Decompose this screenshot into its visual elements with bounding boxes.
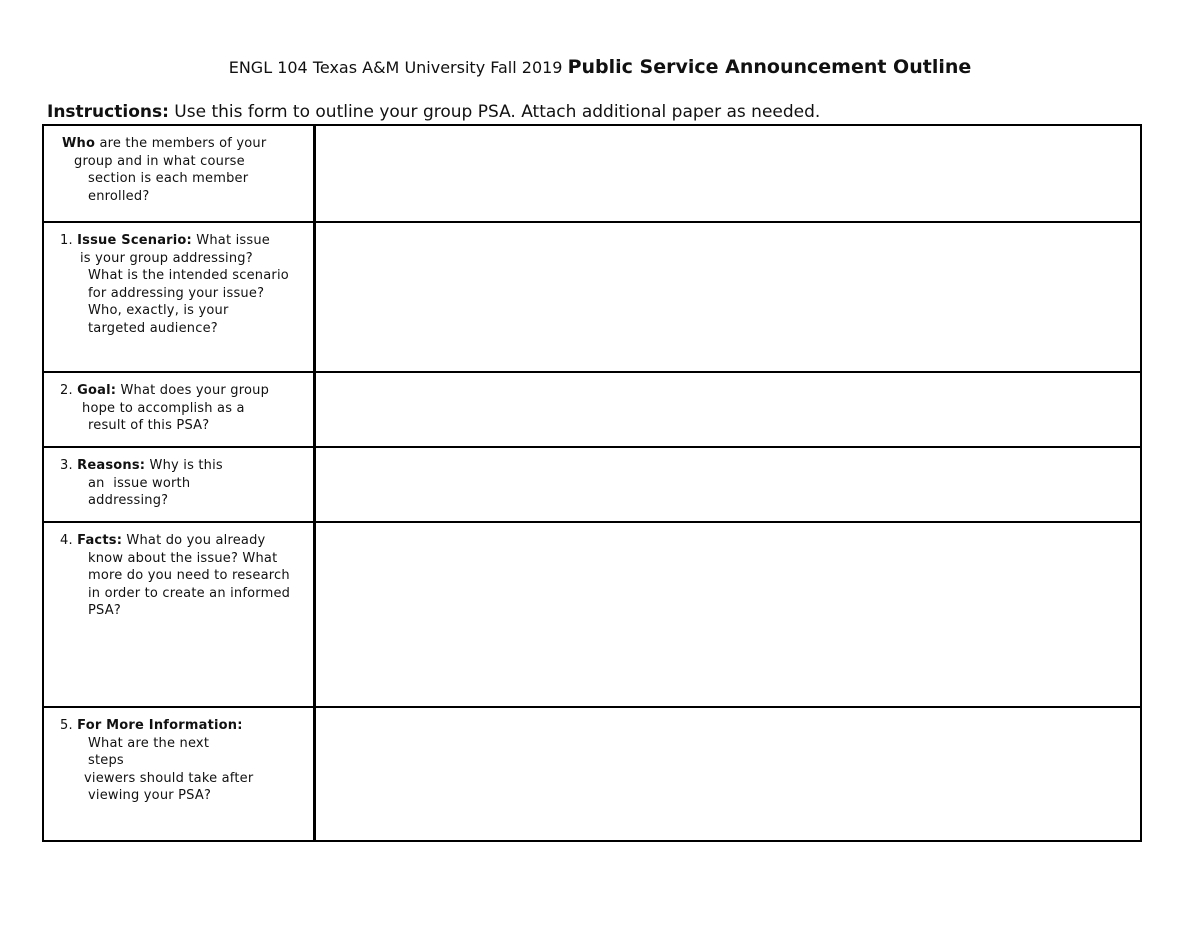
prompt-heading: Who — [62, 136, 96, 151]
prompt-cell-reasons — [44, 448, 316, 521]
psa-outline-table — [42, 124, 1142, 842]
prompt-line: is your group addressing? — [80, 250, 253, 266]
prompt-number: 1. — [60, 233, 78, 248]
prompt-line: section is each member — [88, 171, 249, 187]
prompt-number: 3. — [60, 458, 78, 473]
prompt-line: an issue worth — [88, 475, 191, 491]
prompt-line: What issue — [191, 233, 270, 248]
answer-cell-goal[interactable] — [316, 373, 1140, 446]
prompt-line: Why is this — [145, 458, 223, 473]
prompt-line: addressing? — [88, 493, 169, 509]
table-row-reasons — [44, 446, 1140, 521]
prompt-cell-goal — [44, 373, 316, 446]
prompt-line: for addressing your issue? — [88, 285, 265, 301]
answer-cell-issue-scenario[interactable] — [316, 223, 1140, 371]
prompt-line: What are the next — [88, 735, 210, 751]
answer-cell-reasons[interactable] — [316, 448, 1140, 521]
prompt-heading: Issue Scenario: — [77, 233, 192, 248]
prompt-cell-more-info — [44, 708, 316, 840]
prompt-line: group and in what course — [74, 153, 245, 169]
prompt-line: viewers should take after — [84, 770, 254, 786]
prompt-line: targeted audience? — [88, 320, 218, 336]
instructions — [47, 102, 820, 122]
prompt-heading: Facts: — [77, 533, 123, 548]
prompt-number: 4. — [60, 533, 78, 548]
outline-title: Public Service Announcement Outline — [567, 56, 972, 78]
answer-cell-members[interactable] — [316, 126, 1140, 221]
table-row-facts — [44, 521, 1140, 706]
prompt-line: result of this PSA? — [88, 418, 210, 434]
prompt-line: enrolled? — [88, 188, 150, 204]
prompt-number: 5. — [60, 718, 78, 733]
prompt-line: more do you need to research — [88, 568, 290, 584]
table-row-more-info — [44, 706, 1140, 840]
prompt-heading: Reasons: — [77, 458, 146, 473]
course-line: ENGL 104 Texas A&M University Fall 2019 — [228, 58, 563, 77]
document-title — [0, 56, 1200, 78]
answer-cell-more-info[interactable] — [316, 708, 1140, 840]
prompt-line: What does your group — [116, 383, 270, 398]
prompt-line: PSA? — [88, 603, 121, 619]
prompt-line: hope to accomplish as a — [82, 400, 245, 416]
prompt-line: Who, exactly, is your — [88, 303, 229, 319]
instructions-text: Use this form to outline your group PSA. Attach additional paper as needed. — [168, 102, 821, 122]
prompt-heading: Goal: — [77, 383, 117, 398]
table-row-issue-scenario — [44, 221, 1140, 371]
prompt-line: What is the intended scenario — [88, 268, 289, 284]
prompt-line: know about the issue? What — [88, 550, 278, 566]
table-row-members — [44, 126, 1140, 221]
answer-cell-facts[interactable] — [316, 523, 1140, 706]
prompt-line: steps — [88, 753, 124, 769]
prompt-number: 2. — [60, 383, 78, 398]
prompt-line: What do you already — [122, 533, 266, 548]
prompt-cell-facts — [44, 523, 316, 706]
prompt-heading: For More Information: — [77, 718, 243, 733]
prompt-line: are the members of your — [95, 136, 267, 151]
table-row-goal — [44, 371, 1140, 446]
prompt-cell-issue-scenario — [44, 223, 316, 371]
prompt-cell-members — [44, 126, 316, 221]
prompt-line: viewing your PSA? — [88, 788, 212, 804]
prompt-line: in order to create an informed — [88, 585, 291, 601]
instructions-label: Instructions: — [47, 102, 169, 122]
